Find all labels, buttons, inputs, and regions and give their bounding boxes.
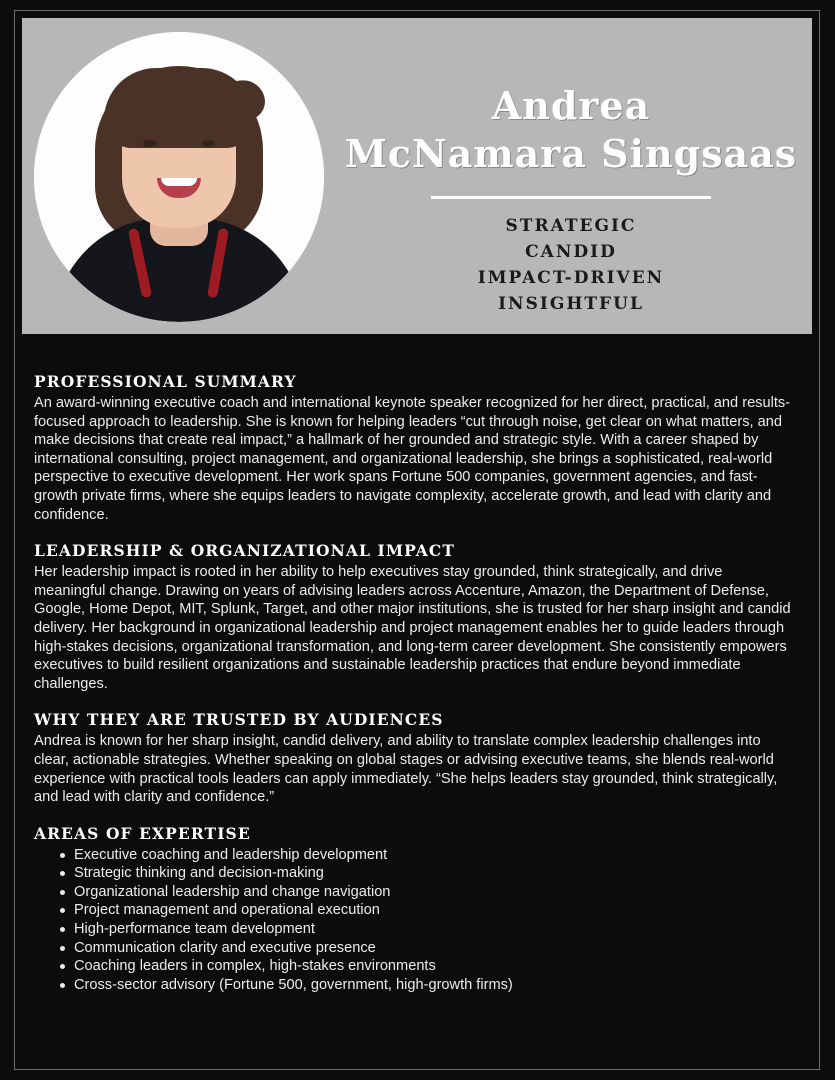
- first-name: Andrea: [491, 83, 651, 128]
- portrait-eyebrow-right: [199, 129, 219, 133]
- headshot-photo: [34, 32, 324, 322]
- section-body: An award-winning executive coach and international keynote speaker recognized for her direct, practical, and results-focused approach to leadership. She is known for helping leaders “cut through noise, get clear on what matters, and make decisions that create real impact,” a hallmark of her grounded and strategic style. With a career shaped by international consulting, project management, and organizational leadership, she brings a sophisticated, real-world perspective to executive development. Her work spans Fortune 500 companies, government agencies, and fast-growth private firms, where she equips leaders to navigate complexity, accelerate growth, and lead with clarity and confidence.: [34, 395, 791, 523]
- section-professional-summary: [34, 372, 794, 524]
- section-title: PROFESSIONAL SUMMARY: [34, 372, 297, 391]
- list-item: High-performance team development: [60, 920, 794, 939]
- portrait-eye-right: [202, 140, 215, 147]
- portrait-teeth: [161, 178, 197, 186]
- portrait-eye-left: [143, 140, 156, 147]
- headshot-image: [34, 32, 324, 322]
- tagline-4: INSIGHTFUL: [498, 294, 644, 314]
- expertise-list: [34, 846, 794, 995]
- section-body: Andrea is known for her sharp insight, candid delivery, and ability to translate complex leadership challenges into clear, actionable strategies. Whether speaking on global stages or advising executive teams, she blends real-world experience with practical tools leaders can apply immediately. “She helps leaders stay grounded, think strategically, and lead with clarity and confidence.”: [34, 733, 778, 806]
- header-banner: [22, 18, 812, 334]
- list-item: Strategic thinking and decision-making: [60, 864, 794, 883]
- tagline-3: IMPACT-DRIVEN: [477, 268, 665, 288]
- section-title: AREAS OF EXPERTISE: [34, 823, 251, 843]
- section-leadership-impact: [34, 541, 794, 693]
- section-title: WHY THEY ARE TRUSTED BY AUDIENCES: [34, 710, 444, 730]
- list-item: Coaching leaders in complex, high-stakes environments: [60, 957, 794, 976]
- list-item: Organizational leadership and change navigation: [60, 883, 794, 902]
- tagline-1: STRATEGIC: [505, 216, 637, 236]
- tagline-2: CANDID: [525, 242, 617, 262]
- list-item: Executive coaching and leadership development: [60, 846, 794, 865]
- list-item: Cross-sector advisory (Fortune 500, government, high-growth firms): [60, 976, 794, 995]
- section-trusted-by-audiences: [34, 710, 794, 806]
- document-body: [34, 372, 794, 1011]
- name-block: [342, 82, 800, 317]
- portrait-eyebrow-left: [139, 129, 159, 133]
- list-item: Project management and operational execution: [60, 901, 794, 920]
- last-name: McNamara Singsaas: [344, 131, 798, 176]
- section-areas-of-expertise: [34, 824, 794, 995]
- section-title: LEADERSHIP & ORGANIZATIONAL IMPACT: [34, 541, 455, 561]
- name-divider: [431, 196, 711, 199]
- list-item: Communication clarity and executive presence: [60, 939, 794, 958]
- section-body: Her leadership impact is rooted in her ability to help executives stay grounded, think strategically, and drive meaningful change. Drawing on years of advising leaders across Accenture, Amazon, the Department of Defense, Google, Home Depot, MIT, Splunk, Target, and other major institutions, she is trusted for her sharp insight and candid delivery. Her background in organizational leadership and project management enables her to guide leaders through high-stakes decisions, organizational transformation, and long-term career development. She consistently empowers executives to build resilient organizations and sustainable leadership practices that endure beyond immediate challenges.: [34, 564, 791, 692]
